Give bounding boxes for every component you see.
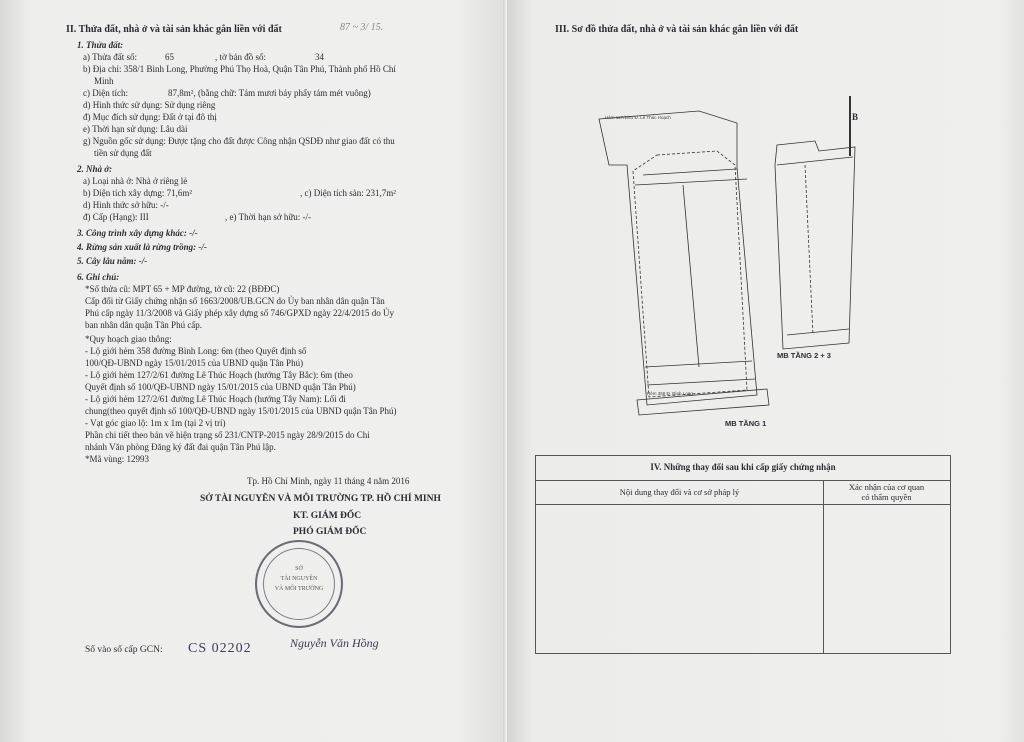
note-line: - Lộ giới hẻm 358 đường Bình Long: 6m (theo Quyết định số xyxy=(85,346,307,356)
signer-name: Nguyễn Văn Hồng xyxy=(290,636,379,650)
changes-col-confirm-header-1: Xác nhận của cơ quan xyxy=(848,482,925,492)
land-title: 1. Thửa đất: xyxy=(77,40,124,50)
issuing-org: SỞ TÀI NGUYÊN VÀ MÔI TRƯỜNG TP. HỒ CHÍ MINH xyxy=(200,494,441,504)
note-line: - Lộ giới hẻm 127/2/61 đường Lê Thúc Hoạch (hướng Tây Bắc): 6m (theo xyxy=(85,370,353,380)
register-label: Số vào sổ cấp GCN: xyxy=(85,645,163,655)
north-label: B xyxy=(852,112,859,122)
note-line: 100/QĐ-UBND ngày 15/01/2015 của UBND quận Tân Phú) xyxy=(85,358,304,368)
note-line: - Lộ giới hẻm 127/2/61 đường Lê Thúc Hoạch (hướng Tây Nam): Lối đi xyxy=(85,394,346,404)
note-line: chung(theo quyết định số 100/QĐ-UBND ngày 15/01/2015 của UBND quận Tân Phú) xyxy=(85,406,397,416)
note-line: *Mã vùng: 12993 xyxy=(85,454,149,464)
land-map-label: , tờ bản đồ số: xyxy=(215,52,267,62)
changes-table-title: IV. Những thay đổi sau khi cấp giấy chứng nhận xyxy=(650,462,836,472)
deputy-director: PHÓ GIÁM ĐỐC xyxy=(293,527,367,537)
land-area-value: 87,8m², (bằng chữ: Tám mươi bảy phẩy tám mét vuông) xyxy=(168,88,371,98)
land-parcel-number: 65 xyxy=(165,52,174,62)
section-ii-title: II. Thửa đất, nhà ở và tài sản khác gắn liền với đất xyxy=(66,24,282,35)
site-plan-drawing xyxy=(587,105,877,435)
upper-floor-outline xyxy=(775,141,855,349)
house-term: , e) Thời hạn sở hữu: -/- xyxy=(225,212,311,222)
changes-col-confirm-header-2: có thẩm quyền xyxy=(861,492,912,502)
building-footprint xyxy=(633,151,747,397)
land-use-purpose: đ) Mục đích sử dụng: Đất ở tại đô thị xyxy=(83,112,217,122)
issue-date: Tp. Hồ Chí Minh, ngày 11 tháng 4 năm 2016 xyxy=(247,476,410,486)
changes-table-title-row xyxy=(536,456,950,481)
house-type: a) Loại nhà ở: Nhà ở riêng lẻ xyxy=(83,176,188,186)
plan-floor-1-label: MB TẦNG 1 xyxy=(725,419,767,428)
lot-outline xyxy=(599,111,757,405)
note-line: *Quy hoạch giao thông: xyxy=(85,334,172,344)
land-use-term: e) Thời hạn sử dụng: Lâu dài xyxy=(83,124,188,134)
house-ownership: d) Hình thức sở hữu: -/- xyxy=(83,200,169,210)
notes-title: 6. Ghi chú: xyxy=(77,272,120,282)
note-line: nhánh Văn phòng Đăng ký đất đai quận Tân Phú lập. xyxy=(85,442,276,452)
note-line: Cấp đổi từ Giấy chứng nhận số 1663/2008/UB.GCN do Ủy ban nhân dân quận Tân xyxy=(85,296,385,306)
house-build-area: b) Diện tích xây dựng: 71,6m² xyxy=(83,188,193,198)
land-parcel-label: a) Thửa đất số: xyxy=(83,52,137,62)
other-construction: 3. Công trình xây dựng khác: -/- xyxy=(77,228,198,238)
plan-floor-2-3-label: MB TẦNG 2 + 3 xyxy=(777,351,831,360)
house-grade: đ) Cấp (Hạng): III xyxy=(83,212,149,222)
note-line: Phú cấp ngày 11/3/2008 và Giấy phép xây dựng số 746/GPXD ngày 22/4/2015 do Ủy xyxy=(85,308,395,318)
land-origin: g) Nguồn gốc sử dụng: Được tặng cho đất được Công nhận QSDĐ như giao đất có thu xyxy=(83,136,395,146)
land-address-cont: Minh xyxy=(94,76,114,86)
note-line: - Vạt góc giao lộ: 1m x 1m (tại 2 vị trí) xyxy=(85,418,226,428)
kt-director: KT. GIÁM ĐỐC xyxy=(293,511,362,521)
official-seal: SỞ TÀI NGUYÊN VÀ MÔI TRƯỜNG xyxy=(255,540,343,628)
left-page xyxy=(0,0,507,742)
changes-col-content-header: Nội dung thay đổi và cơ sở pháp lý xyxy=(619,487,740,497)
changes-table xyxy=(535,455,951,654)
register-number: CS 02202 xyxy=(188,641,252,656)
production-forest: 4. Rừng sản xuất là rừng trồng: -/- xyxy=(77,242,207,252)
house-floor-area: , c) Diện tích sàn: 231,7m² xyxy=(300,188,396,198)
note-line: ban nhân dân quận Tân Phú cấp. xyxy=(85,320,203,330)
note-line: Quyết định số 100/QĐ-UBND ngày 15/01/2015 của UBND quận Tân Phú) xyxy=(85,382,356,392)
land-area-label: c) Diện tích: xyxy=(83,88,128,98)
changes-table-col-divider xyxy=(536,480,824,653)
house-title: 2. Nhà ở: xyxy=(77,164,113,174)
land-map-number: 34 xyxy=(315,52,324,62)
note-line: *Số thửa cũ: MPT 65 + MP đường, tờ cũ: 22 (BĐĐC) xyxy=(85,284,280,294)
section-iii-title: III. Sơ đồ thửa đất, nhà ở và tài sản khác gắn liền với đất xyxy=(555,24,799,35)
svg-text:Hẻm 127/2/61 Đ. Lê Thúc Hoạch: Hẻm 127/2/61 Đ. Lê Thúc Hoạch xyxy=(605,115,671,120)
land-address: b) Địa chỉ: 358/1 Bình Long, Phường Phú Thọ Hoà, Quận Tân Phú, Thành phố Hồ Chí xyxy=(83,64,396,74)
svg-text:Hẻm 358 Đ. Bình Long: Hẻm 358 Đ. Bình Long xyxy=(647,391,693,396)
land-origin-cont: tiền sử dụng đất xyxy=(94,148,152,158)
right-page xyxy=(507,0,1024,742)
handwritten-note: 87 ~ 3/ 15. xyxy=(340,22,384,33)
note-line: Phần chi tiết theo bản vẽ hiện trạng số 231/CNTP-2015 ngày 28/9/2015 do Chi xyxy=(85,430,370,440)
land-use-form: d) Hình thức sử dụng: Sử dụng riêng xyxy=(83,100,216,110)
perennial-trees: 5. Cây lâu năm: -/- xyxy=(77,256,148,266)
